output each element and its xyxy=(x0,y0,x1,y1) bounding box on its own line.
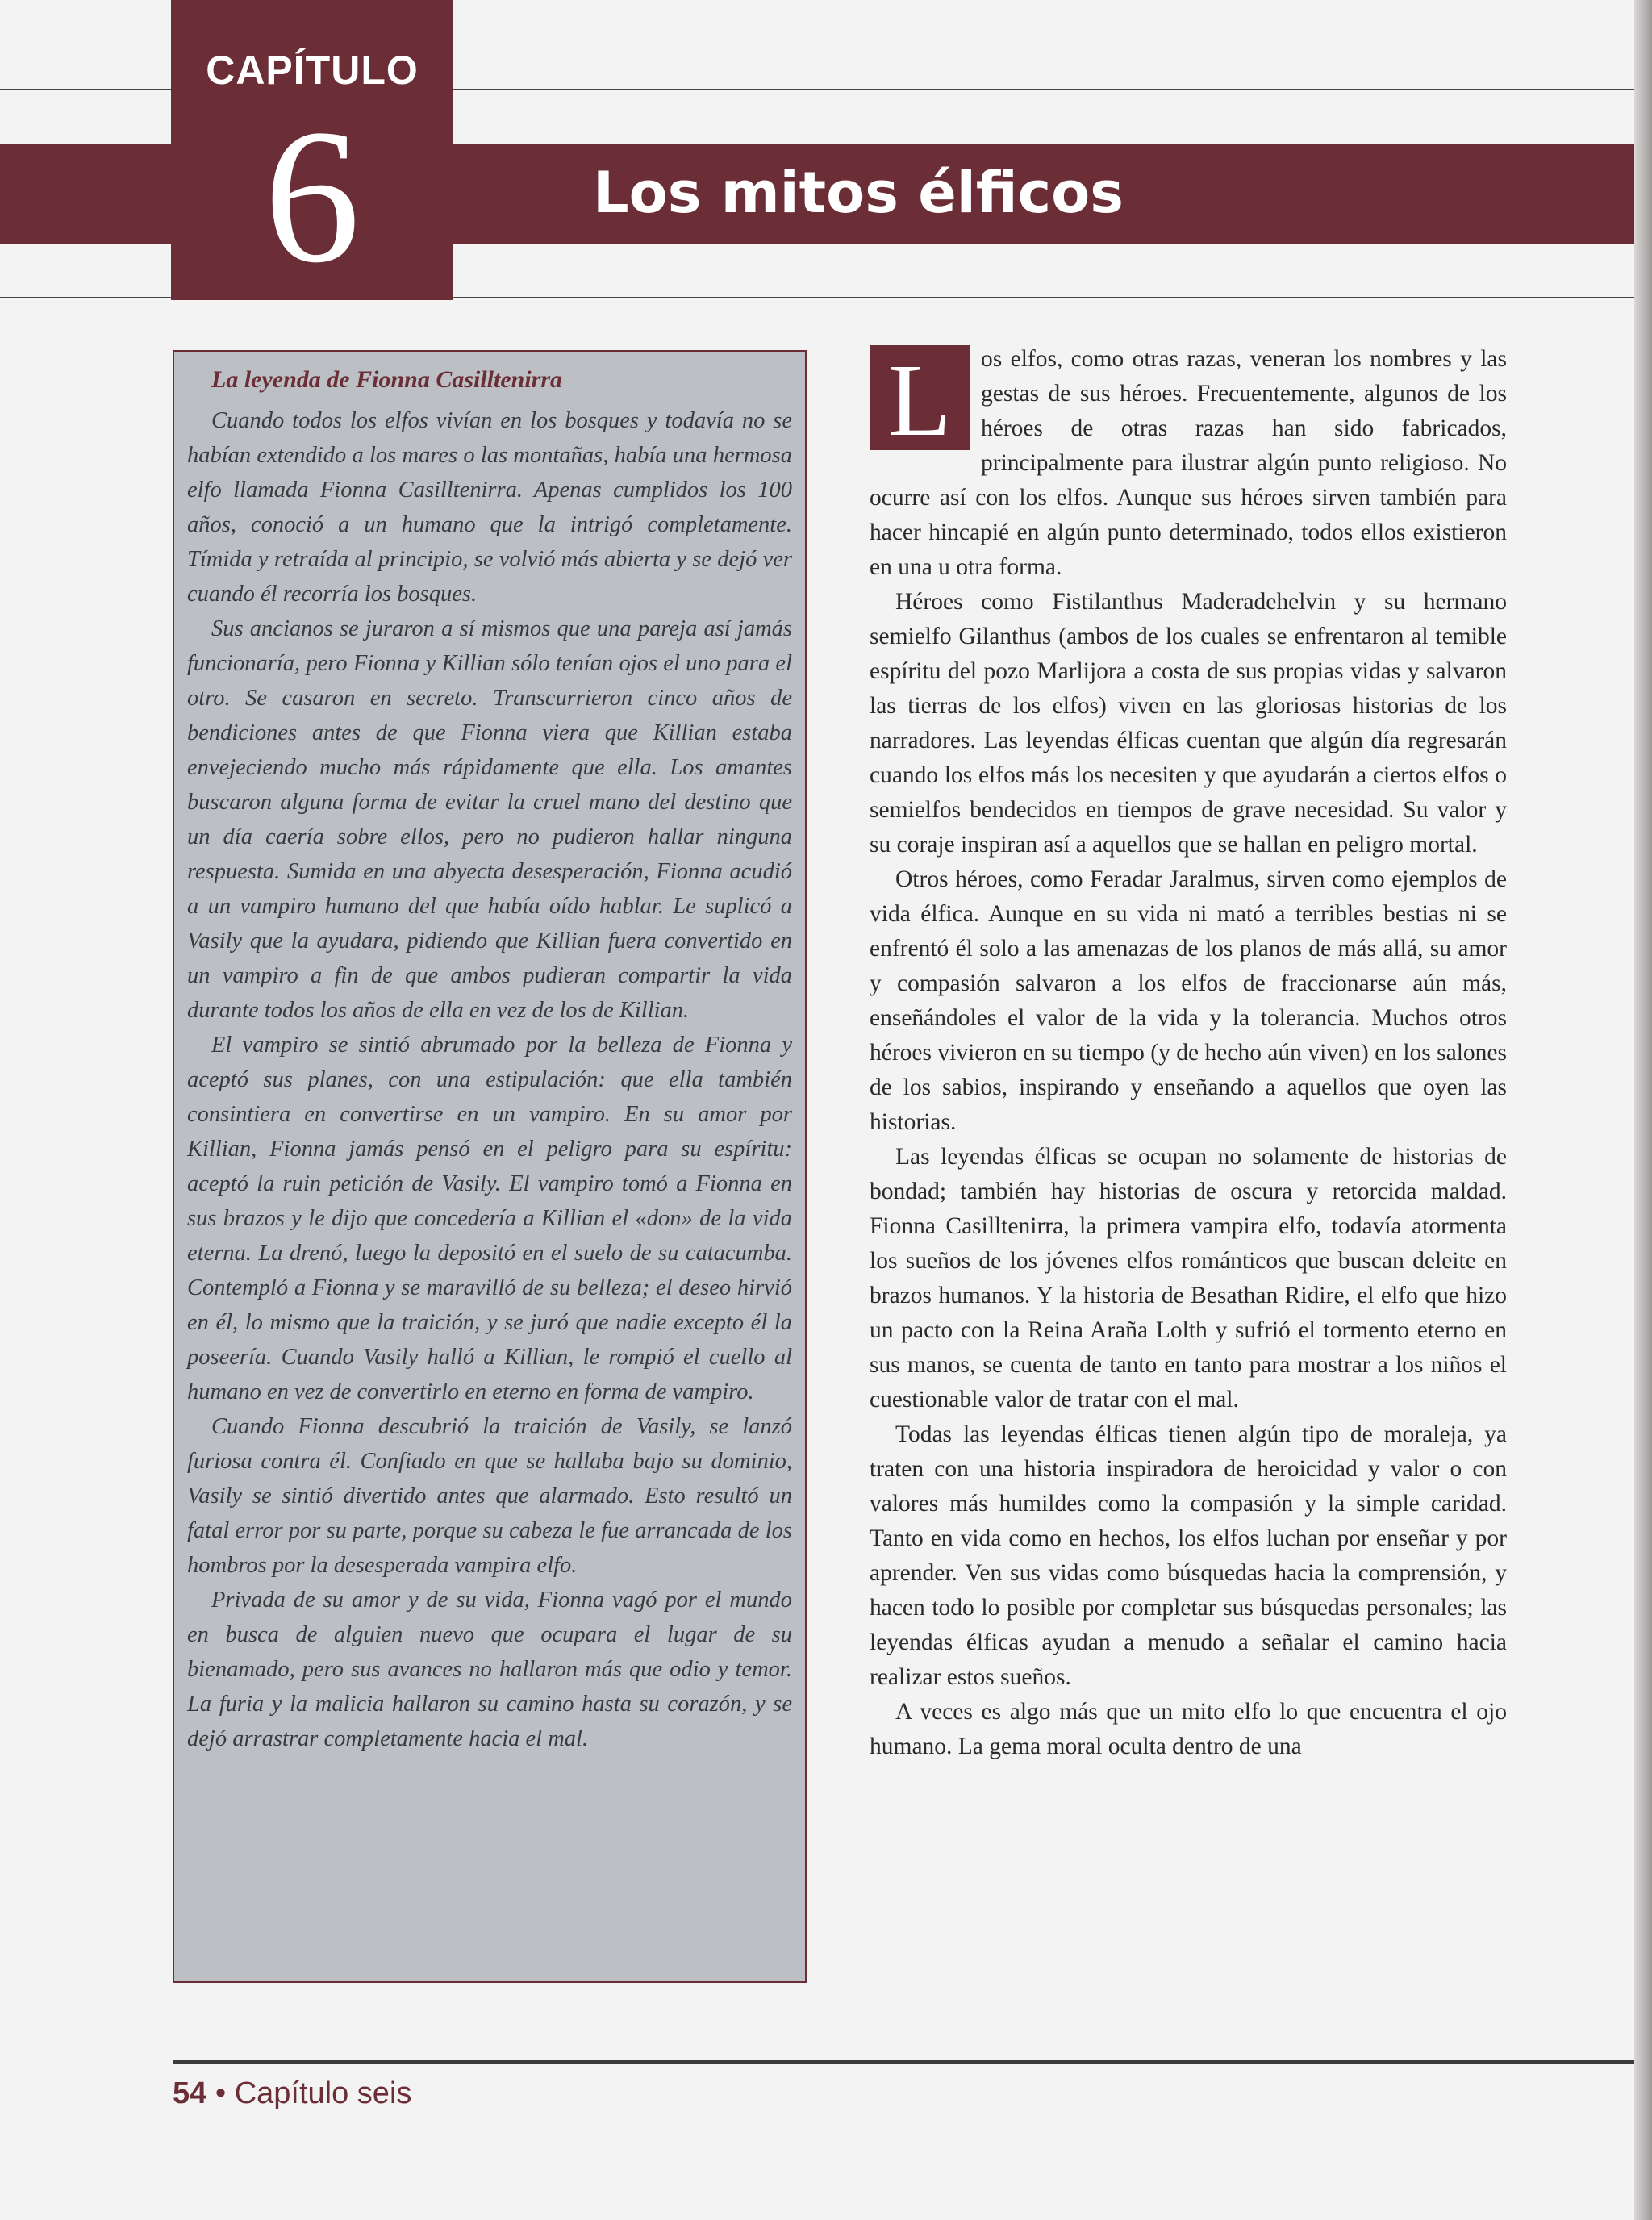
main-paragraph: Héroes como Fistilanthus Maderadehelvin y su hermano semielfo Gilanthus (ambos de los cuales se enfrentaron al temible espíritu del pozo Marlijora a costa de sus propias vidas y salvaron las tierras de los elfos) viven en las gloriosas historias de los narradores. Las leyendas élficas cuentan que algún día regresarán cuando los elfos más los necesiten y que ayudarán a ciertos elfos o semielfos bendecidos en tiempos de grave necesidad. Su valor y su coraje inspiran así a aquellos que se hallan en peligro mortal. xyxy=(870,589,1507,858)
sidebar-box xyxy=(173,350,807,1983)
first-paragraph-text: os elfos, como otras razas, veneran los nombres y las gestas de sus héroes. Frecuentemente, algunos de los héroes de otras razas han sido fabricados, principalmente para ilustrar algún punto religioso. No ocurre así con los elfos. Aunque sus héroes sirven también para hacer hincapié en algún punto determinado, todos ellos existieron en una u otra forma. xyxy=(870,346,1507,580)
footer-rule xyxy=(173,2060,1634,2064)
page-number: 54 xyxy=(173,2076,207,2110)
header-band-left xyxy=(0,144,171,244)
drop-cap: L xyxy=(870,345,970,450)
main-paragraph: Otros héroes, como Feradar Jaralmus, sirven como ejemplos de vida élfica. Aunque en su vida ni mató a terribles bestias ni se enfrentó él solo a las amenazas de los planos de más allá, su amor y compasión salvaron a los elfos de fraccionarse aún más, enseñándoles el valor de la vida y la tolerancia. Muchos otros héroes vivieron en su tiempo (y de hecho aún viven) en los salones de los sabios, inspirando y enseñando a aquellos que oyen las historias. xyxy=(870,866,1507,1135)
chapter-title: Los mitos élficos xyxy=(593,160,1124,226)
sidebar-title: La leyenda de Fionna Casilltenirra xyxy=(211,366,563,393)
chapter-box xyxy=(171,0,453,303)
chapter-label: CAPÍTULO xyxy=(206,48,419,93)
main-column xyxy=(870,342,1507,1764)
main-paragraph: Todas las leyendas élficas tienen algún tipo de moraleja, ya traten con una historia inspiradora de heroicidad y valor o con valores más humildes como la compasión y la simple caridad. Tanto en vida como en hechos, los elfos luchan por enseñar y por aprender. Ven sus vidas como búsquedas hacia la comprensión, y hacen todo lo posible por completar sus búsquedas personales; las leyendas élficas ayudan a menudo a señalar el camino hacia realizar estos sueños. xyxy=(870,1421,1507,1690)
main-first-paragraph xyxy=(870,342,1507,585)
sidebar-paragraph: Privada de su amor y de su vida, Fionna vagó por el mundo en busca de alguien nuevo que ocupara el lugar de su bienamado, pero sus avances no hallaron más que odio y temor. La furia y la malicia hallaron su camino hasta su corazón, y se dejó arrastrar completamente hacia el mal. xyxy=(187,1588,792,1751)
sidebar-paragraph: Sus ancianos se juraron a sí mismos que una pareja así jamás funcionaría, pero Fionna y Killian sólo tenían ojos el uno para el otro. Se casaron en secreto. Transcurrieron cinco años de bendiciones antes de que Fionna viera que Killian estaba envejeciendo mucho más rápidamente que ella. Los amantes buscaron alguna forma de evitar la cruel mano del destino que un día caería sobre ellos, pero no pudieron hallar ninguna respuesta. Sumida en una abyecta desesperación, Fionna acudió a un vampiro humano del que había oído hablar. Le suplicó a Vasily que la ayudara, pidiendo que Killian fuera convertido en un vampiro a fin de que ambos pudieran compartir la vida durante todos los años de ella en vez de los de Killian. xyxy=(187,616,792,1023)
page-footer xyxy=(173,2076,411,2111)
sidebar-paragraph: El vampiro se sintió abrumado por la belleza de Fionna y aceptó sus planes, con una estipulación: que ella también consintiera en convertirse en un vampiro. En su amor por Killian, Fionna jamás pensó en el peligro para su espíritu: aceptó la ruin petición de Vasily. El vampiro tomó a Fionna en sus brazos y le dijo que concedería a Killian el «don» de la vida eterna. La drenó, luego la depositó en el suelo de su catacumba. Contempló a Fionna y se maravilló de su belleza; el deseo hirvió en él, lo mismo que la traición, y se juró que nadie excepto él la poseería. Cuando Vasily halló a Killian, le rompió el cuello al humano en vez de convertirlo en eterno en forma de vampiro. xyxy=(187,1033,792,1404)
footer-bullet: • xyxy=(215,2076,227,2110)
page-edge xyxy=(1634,0,1652,2220)
main-paragraph: A veces es algo más que un mito elfo lo que encuentra el ojo humano. La gema moral oculta dentro de una xyxy=(870,1699,1507,1759)
footer-section: Capítulo seis xyxy=(234,2076,412,2110)
main-paragraph: Las leyendas élficas se ocupan no solamente de historias de bondad; también hay historias de oscura y retorcida maldad. Fionna Casilltenirra, la primera vampira elfo, todavía atormenta los sueños de los jóvenes elfos románticos que buscan deleite en brazos humanos. Y la historia de Besathan Ridire, el elfo que hizo un pacto con la Reina Araña Lolth y sufrió el tormento eterno en sus manos, se cuenta de tanto en tanto para mostrar a los niños el cuestionable valor de tratar con el mal. xyxy=(870,1144,1507,1413)
sidebar-paragraph: Cuando todos los elfos vivían en los bosques y todavía no se habían extendido a los mares o las montañas, había una hermosa elfo llamada Fionna Casilltenirra. Apenas cumplidos los 100 años, conoció a un humano que la intrigó completamente. Tímida y retraída al principio, se volvió más abierta y se dejó ver cuando él recorría los bosques. xyxy=(187,408,792,607)
chapter-number: 6 xyxy=(264,90,361,303)
sidebar-paragraph: Cuando Fionna descubrió la traición de Vasily, se lanzó furiosa contra él. Confiado en que se hallaba bajo su dominio, Vasily se sintió divertido antes que alarmado. Esto resultó un fatal error por su parte, porque su cabeza le fue arrancada de los hombros por la desesperada vampira elfo. xyxy=(187,1414,792,1578)
